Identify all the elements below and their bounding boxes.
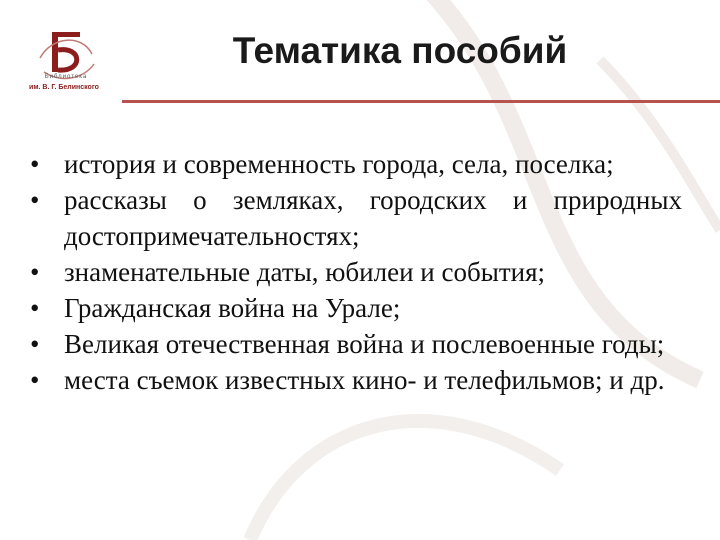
bullet: • [30,257,40,287]
title-divider [122,100,720,103]
list-item-text: рассказы о земляках, городских и природных достопримечательностях; [64,185,682,251]
list-item-text: знаменательные даты, юбилеи и события; [64,257,546,287]
logo-caption-1: Библиотека [44,74,88,80]
bullet: • [30,149,40,179]
list-item [30,290,682,326]
page-title: Тематика пособий [232,30,568,71]
bullet: • [30,365,40,395]
bullet: • [30,293,40,323]
logo-caption-2: им. В. Г. Белинского [29,84,99,91]
list-item-text: Великая отечественная война и послевоенные годы; [64,329,665,359]
bullet: • [30,185,40,215]
list-item-text: Гражданская война на Урале; [64,293,401,323]
list-item [30,182,682,254]
list-item [30,362,682,398]
list-item [30,326,682,362]
list-item [30,146,682,182]
topic-list [30,146,682,398]
list-item-text: история и современность города, села, поселка; [64,149,614,179]
list-item-text: места съемок известных кино- и телефильмов; и др. [64,365,665,395]
bullet: • [30,329,40,359]
list-item [30,254,682,290]
